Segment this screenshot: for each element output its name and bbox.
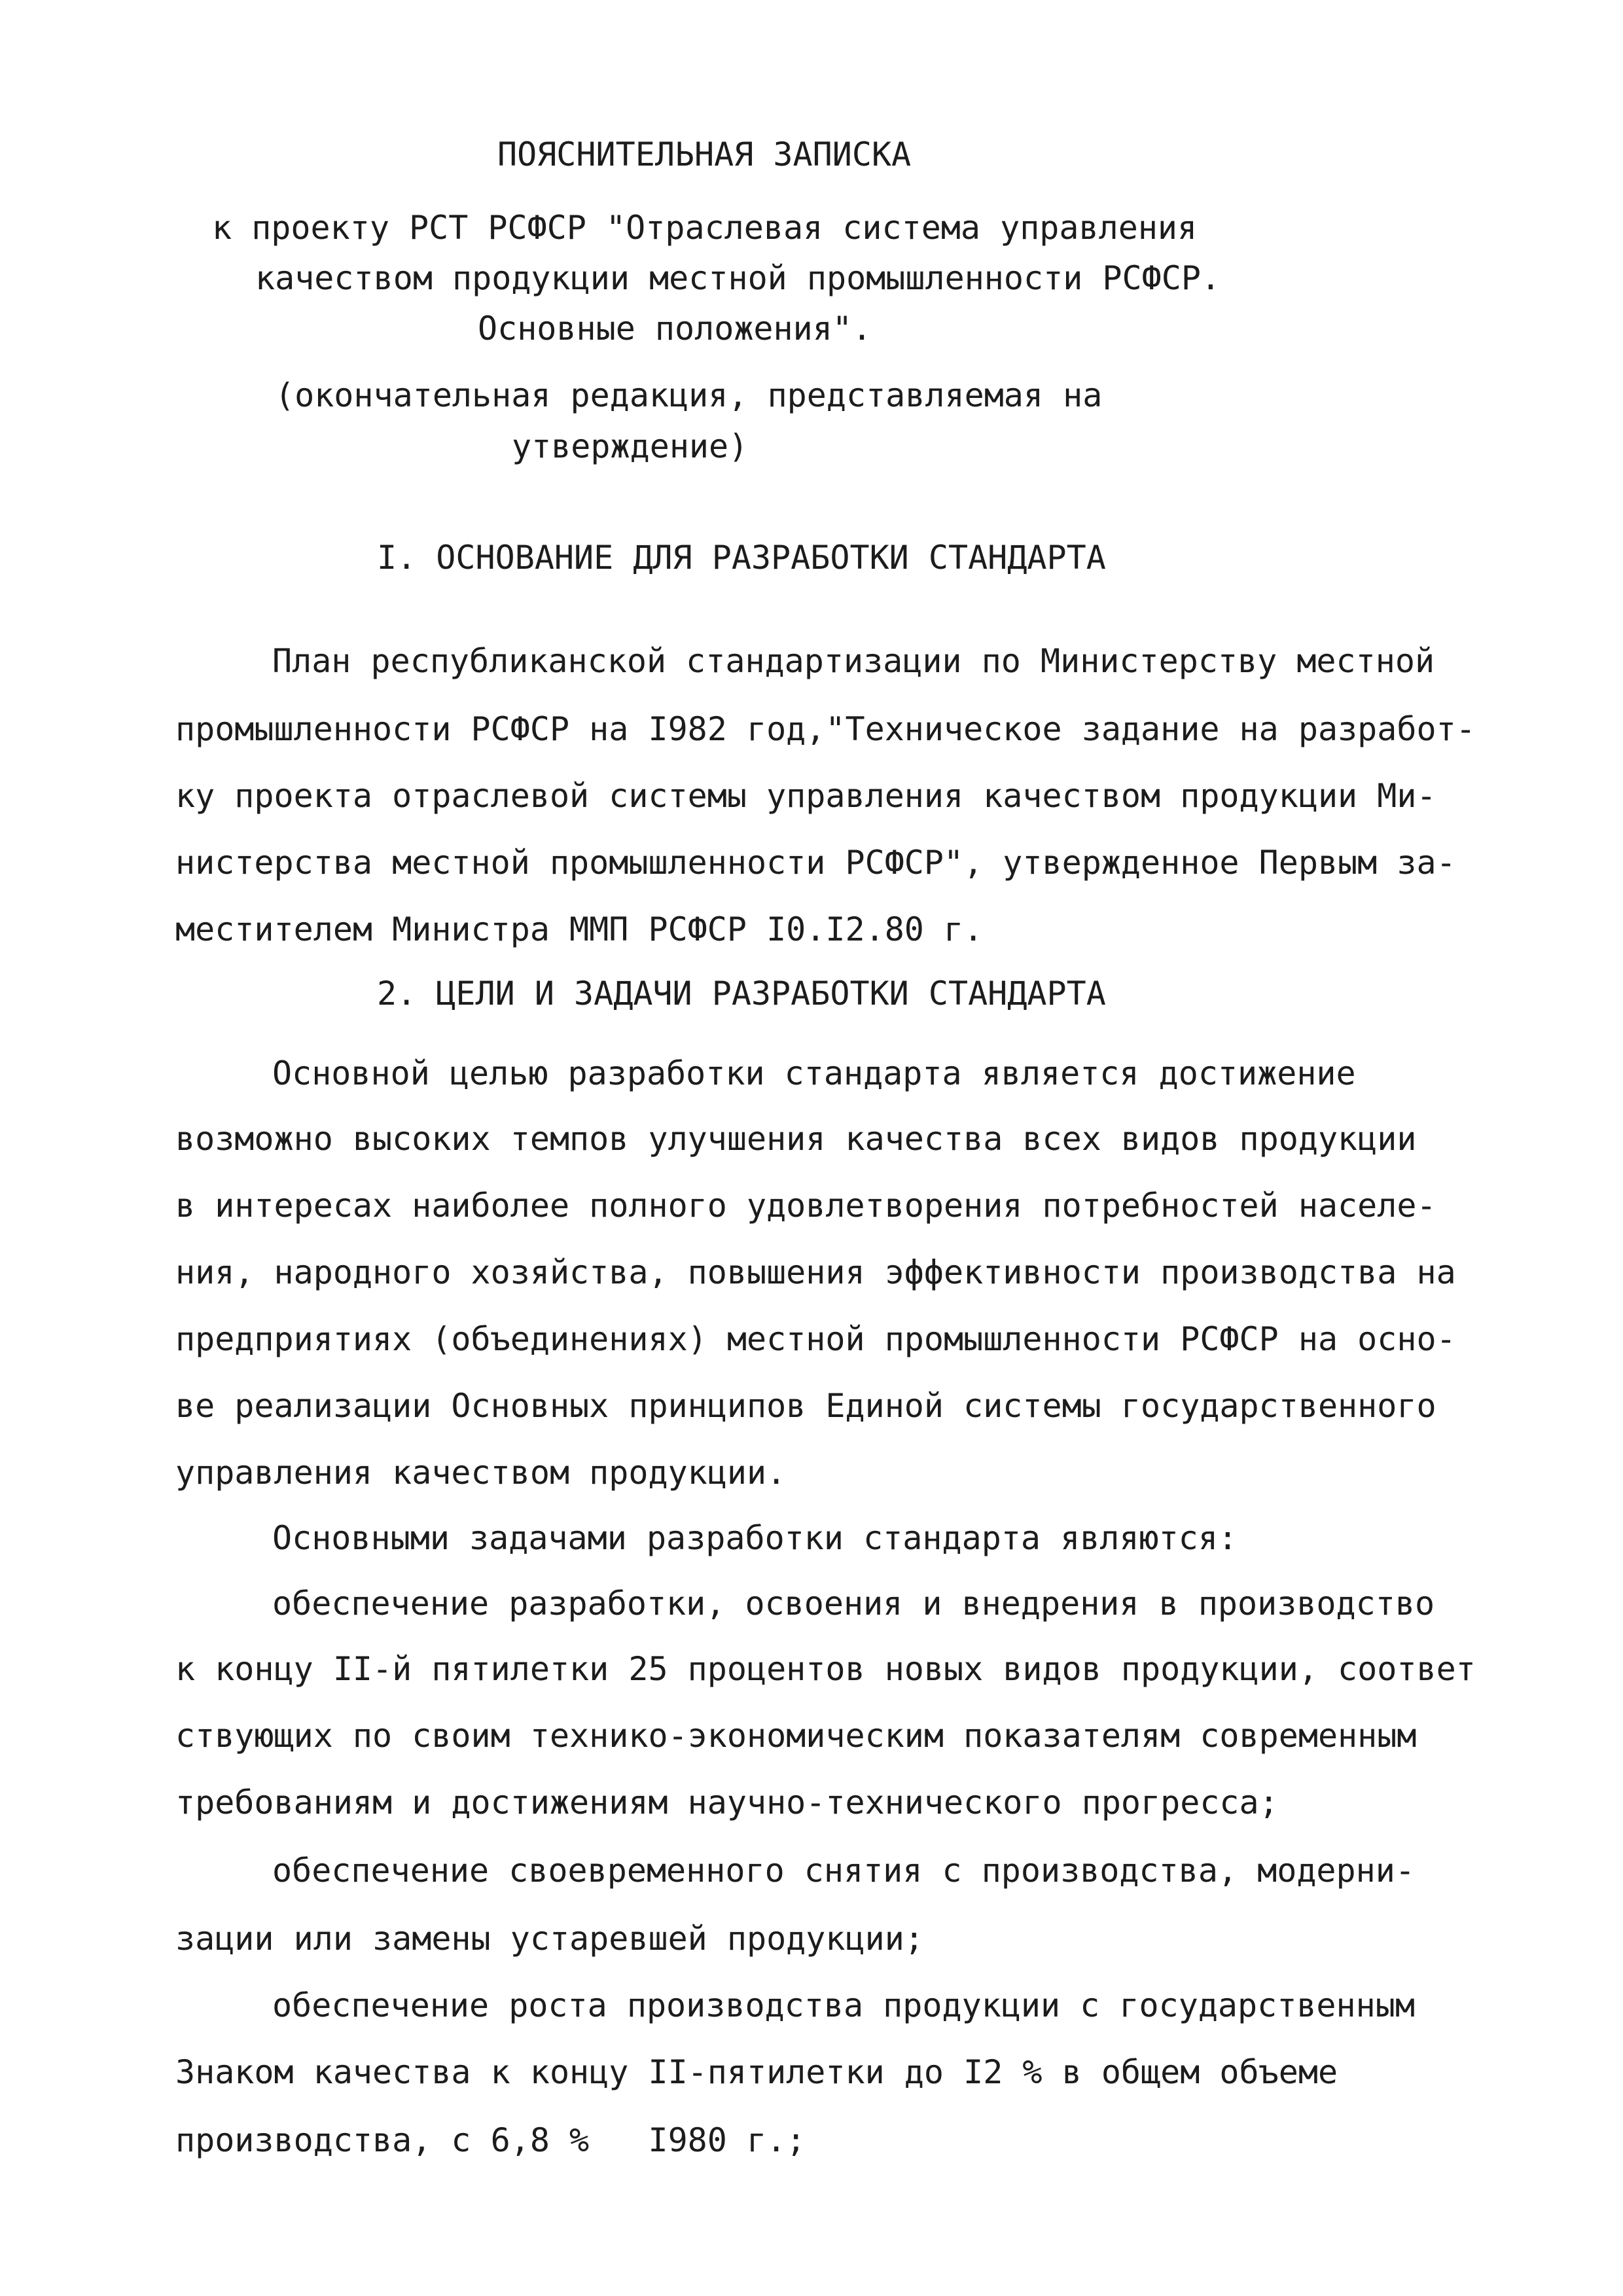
task-line: обеспечение своевременного снятия с производства, модерни- bbox=[272, 1852, 1415, 1890]
task-line: обеспечение роста производства продукции с государственным bbox=[272, 1986, 1415, 2024]
task-line: производства, с 6,8 % I980 г.; bbox=[175, 2121, 806, 2159]
paragraph-line: местителем Министра ММП РСФСР I0.I2.80 г. bbox=[175, 910, 984, 948]
task-line: к концу II-й пятилетки 25 процентов новых видов продукции, соответ bbox=[175, 1650, 1476, 1688]
document-title: ПОЯСНИТЕЛЬНАЯ ЗАПИСКА bbox=[497, 135, 912, 173]
subtitle-line: качеством продукции местной промышленности РСФСР. bbox=[255, 259, 1221, 297]
section-heading: I. ОСНОВАНИЕ ДЛЯ РАЗРАБОТКИ СТАНДАРТА bbox=[377, 539, 1106, 577]
subtitle-line: Основные положения". bbox=[478, 310, 872, 348]
paragraph-line: промышленности РСФСР на I982 год,"Техническое задание на разработ- bbox=[175, 710, 1476, 748]
paragraph-line: ния, народного хозяйства, повышения эффективности производства на bbox=[175, 1253, 1456, 1291]
paragraph-line: в интересах наиболее полного удовлетворения потребностей населе- bbox=[175, 1187, 1436, 1225]
paragraph-line: ве реализации Основных принципов Единой системы государственного bbox=[175, 1387, 1436, 1425]
tasks-intro: Основными задачами разработки стандарта являются: bbox=[272, 1519, 1238, 1557]
paragraph-line: Основной целью разработки стандарта является достижение bbox=[272, 1054, 1356, 1092]
paragraph-line: предприятиях (объединениях) местной промышленности РСФСР на осно- bbox=[175, 1320, 1456, 1358]
task-line: ствующих по своим технико-экономическим показателям современным bbox=[175, 1717, 1417, 1755]
paragraph-line: возможно высоких темпов улучшения качества всех видов продукции bbox=[175, 1120, 1417, 1158]
subtitle-line: (окончательная редакция, представляемая на bbox=[275, 376, 1103, 414]
section-heading: 2. ЦЕЛИ И ЗАДАЧИ РАЗРАБОТКИ СТАНДАРТА bbox=[377, 975, 1106, 1013]
subtitle-line: утверждение) bbox=[512, 427, 749, 465]
paragraph-line: управления качеством продукции. bbox=[175, 1454, 787, 1492]
task-line: зации или замены устаревшей продукции; bbox=[175, 1920, 924, 1958]
task-line: обеспечение разработки, освоения и внедрения в производство bbox=[272, 1585, 1435, 1623]
paragraph-line: нистерства местной промышленности РСФСР", утвержденное Первым за- bbox=[175, 844, 1456, 882]
paragraph-line: ку проекта отраслевой системы управления качеством продукции Ми- bbox=[175, 777, 1436, 815]
paragraph-line: План республиканской стандартизации по Министерству местной bbox=[272, 642, 1435, 680]
task-line: Знаком качества к концу II-пятилетки до I2 % в общем объеме bbox=[175, 2053, 1338, 2091]
subtitle-line: к проекту РСТ РСФСР "Отраслевая система управления bbox=[212, 209, 1198, 247]
task-line: требованиям и достижениям научно-технического прогресса; bbox=[175, 1784, 1279, 1821]
